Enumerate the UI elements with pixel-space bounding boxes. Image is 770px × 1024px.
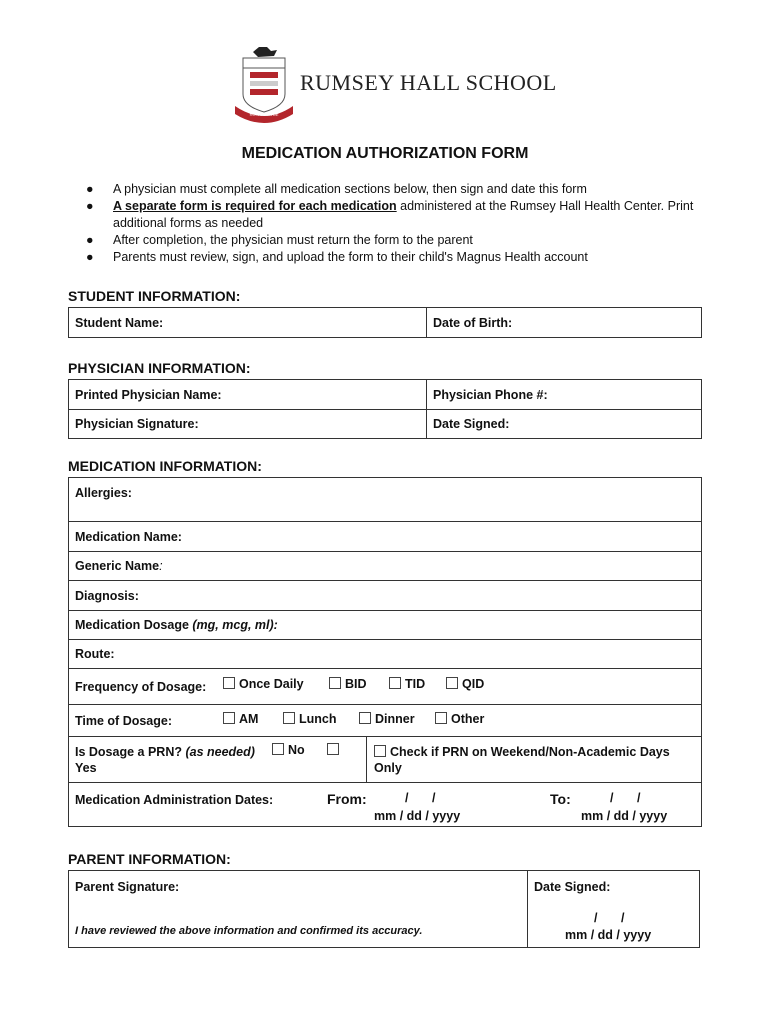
prn-yes-checkbox[interactable]: [327, 743, 343, 757]
once-daily-checkbox[interactable]: Once Daily: [223, 677, 304, 691]
svg-text:ROYAL VIRTUE: ROYAL VIRTUE: [249, 112, 279, 117]
student-name-field[interactable]: Student Name:: [69, 308, 427, 338]
from-date-field[interactable]: / /: [405, 791, 436, 805]
list-item: ● A physician must complete all medication sections below, then sign and date this form: [86, 182, 587, 196]
physician-section-heading: PHYSICIAN INFORMATION:: [68, 360, 251, 376]
instructions-list: [86, 181, 706, 266]
list-item: ● After completion, the physician must return the form to the parent: [86, 233, 473, 247]
page-title: MEDICATION AUTHORIZATION FORM: [241, 145, 529, 162]
date-of-birth-field[interactable]: Date of Birth:: [427, 308, 702, 338]
physician-date-signed-field[interactable]: Date Signed:: [427, 410, 702, 439]
parent-signature-field[interactable]: Parent Signature: I have reviewed the above information and confirmed its accuracy.: [69, 871, 528, 948]
list-item: ● Parents must review, sign, and upload the form to their child's Magnus Health account: [86, 250, 588, 264]
bid-checkbox[interactable]: BID: [329, 677, 367, 691]
route-field[interactable]: Route:: [69, 640, 702, 669]
physician-table: [68, 379, 702, 439]
student-table: [68, 307, 702, 338]
list-item: ● A separate form is required for each medication administered at the Rumsey Hall Health Center. Print additional forms as needed: [86, 199, 694, 230]
prn-no-checkbox[interactable]: No: [272, 743, 305, 757]
dosage-field[interactable]: Medication Dosage (mg, mcg, ml):: [69, 611, 702, 640]
other-checkbox[interactable]: Other: [435, 712, 484, 726]
physician-name-field[interactable]: Printed Physician Name:: [69, 380, 427, 410]
dinner-checkbox[interactable]: Dinner: [359, 712, 415, 726]
school-name: RUMSEY HALL SCHOOL: [300, 70, 557, 95]
tid-checkbox[interactable]: TID: [389, 677, 425, 691]
lunch-checkbox[interactable]: Lunch: [283, 712, 337, 726]
admin-dates-row: Medication Administration Dates: From: / / mm / dd / yyyy To: / / mm / dd / yyyy: [69, 783, 702, 827]
time-row: Time of Dosage: AM Lunch Dinner Other: [69, 705, 702, 737]
am-checkbox[interactable]: AM: [223, 712, 258, 726]
qid-checkbox[interactable]: QID: [446, 677, 484, 691]
school-crest-logo: [233, 44, 295, 124]
prn-weekend-checkbox[interactable]: Check if PRN on Weekend/Non-Academic Days Only: [374, 745, 670, 775]
physician-phone-field[interactable]: Physician Phone #:: [427, 380, 702, 410]
medication-name-field[interactable]: Medication Name:: [69, 522, 702, 552]
student-section-heading: STUDENT INFORMATION:: [68, 288, 241, 304]
medication-section-heading: MEDICATION INFORMATION:: [68, 458, 262, 474]
parent-section-heading: PARENT INFORMATION:: [68, 851, 231, 867]
physician-signature-field[interactable]: Physician Signature:: [69, 410, 427, 439]
allergies-field[interactable]: Allergies:: [69, 478, 702, 522]
generic-name-field[interactable]: Generic Name:: [69, 552, 702, 581]
frequency-row: Frequency of Dosage: Once Daily BID TID QID: [69, 669, 702, 705]
parent-date-signed-field[interactable]: Date Signed: / / mm / dd / yyyy: [528, 871, 700, 948]
parent-table: [68, 870, 700, 948]
to-date-field[interactable]: / /: [610, 791, 641, 805]
diagnosis-field[interactable]: Diagnosis:: [69, 581, 702, 611]
medication-table: [68, 477, 702, 827]
prn-row: Is Dosage a PRN? (as needed) Yes No Check if PRN on Weekend/Non-Academic Days Only: [69, 737, 702, 783]
